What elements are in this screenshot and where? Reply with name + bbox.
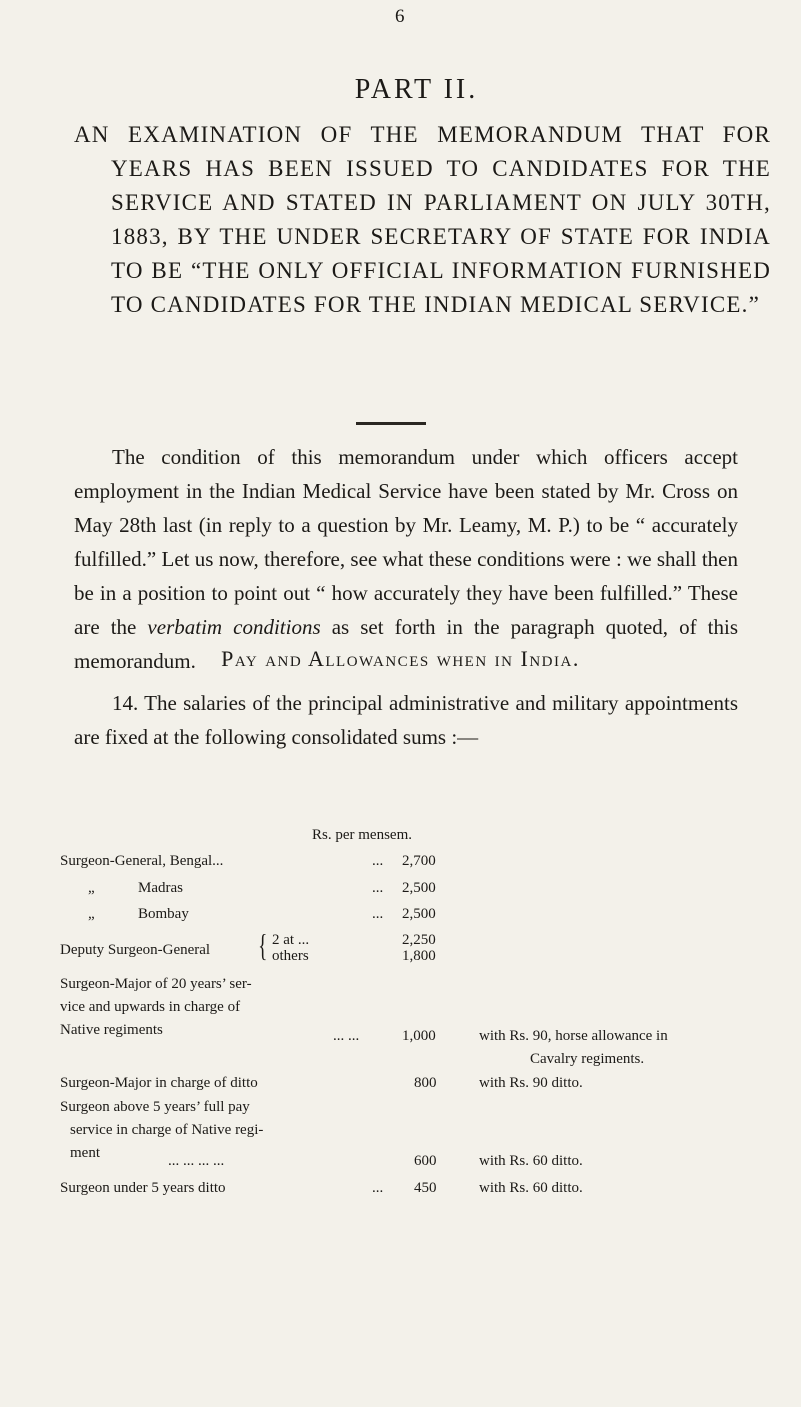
table-row-label: ment [70,1145,100,1161]
table-row-label: Native regiments [60,1022,163,1038]
table-row-value: 1,000 [402,1028,436,1044]
table-row-label: vice and upwards in charge of [60,999,241,1015]
table-row-label: Deputy Surgeon-General [60,942,211,958]
emphasis-text: verbatim conditions [147,615,321,639]
ditto-mark: „ [88,906,95,922]
table-row-dots: ... [372,880,384,896]
table-row-sublabels: 2 at ... others [272,932,310,964]
table-row-note: with Rs. 90 ditto. [479,1075,583,1091]
table-row-note: Cavalry regiments. [530,1051,645,1067]
table-header: Rs. per mensem. [312,827,412,843]
table-row-dots: ... ... [333,1028,360,1044]
brace-icon: { [258,927,268,963]
table-row-dots: ... [372,1180,384,1196]
section-title: Pay and Allowances when in India. [221,646,580,671]
ditto-mark: „ [88,880,95,896]
table-row-value: 450 [414,1180,437,1196]
table-row-value: 2,500 [402,906,436,922]
table-row-value: 2,700 [402,853,436,869]
table-row-label: Surgeon under 5 years ditto [60,1180,226,1196]
section-heading: AN EXAMINATION OF THE MEMORANDUM THAT FOR YEARS HAS BEEN ISSUED TO CANDIDATES FOR THE SERVICE AND STATED IN PARLIAMENT ON JULY 30TH, 1883, BY THE UNDER SECRETARY OF STATE FOR INDIA TO BE “THE ONLY OFFICIAL INFORMATION FURNISHED TO CANDIDATES FOR THE INDIAN MEDICAL SERVICE.” [74,122,771,317]
table-row-label: Bombay [138,906,189,922]
table-row-dots: ... [372,906,384,922]
table-row-label: Madras [138,880,183,896]
table-row-dots: ... ... ... ... [168,1153,225,1169]
table-row-label: Surgeon-Major of 20 years’ ser- [60,976,252,992]
body-paragraph-2: 14. The salaries of the principal administrative and military appointments are fixed at the following consolidated sums :— [74,691,738,749]
table-row-note: with Rs. 60 ditto. [479,1180,583,1196]
table-row-note: with Rs. 60 ditto. [479,1153,583,1169]
page-number: 6 [395,6,405,27]
table-row-value: 600 [414,1153,437,1169]
table-row-value: 2,500 [402,880,436,896]
table-row-dots: ... [372,853,384,869]
part-title: PART II. [354,74,479,105]
table-row-label: service in charge of Native regi- [70,1122,264,1138]
table-row-note: with Rs. 90, horse allowance in [479,1028,668,1044]
table-row-value: 800 [414,1075,437,1091]
table-row-values: 2,250 1,800 [402,932,436,964]
paragraph-text: The condition of this memorandum under which officers accept employment in the Indian Medical Service have been stated by Mr. Cross on May 28th last (in reply to a question by Mr. Leamy, M. P.) to be “ accurately fulfilled.” Let us now, therefore, see what these conditions were : we shall then be in a position to point out “ how accurately they have been fulfilled.” These are the [74,445,738,639]
paragraph-text: as set forth in the paragraph quoted, of this memorandum. [74,615,738,673]
table-row-label: Surgeon above 5 years’ full pay [60,1099,250,1115]
table-row-label: Surgeon-Major in charge of ditto [60,1075,258,1091]
table-row-label: Surgeon-General, Bengal... [60,853,224,869]
